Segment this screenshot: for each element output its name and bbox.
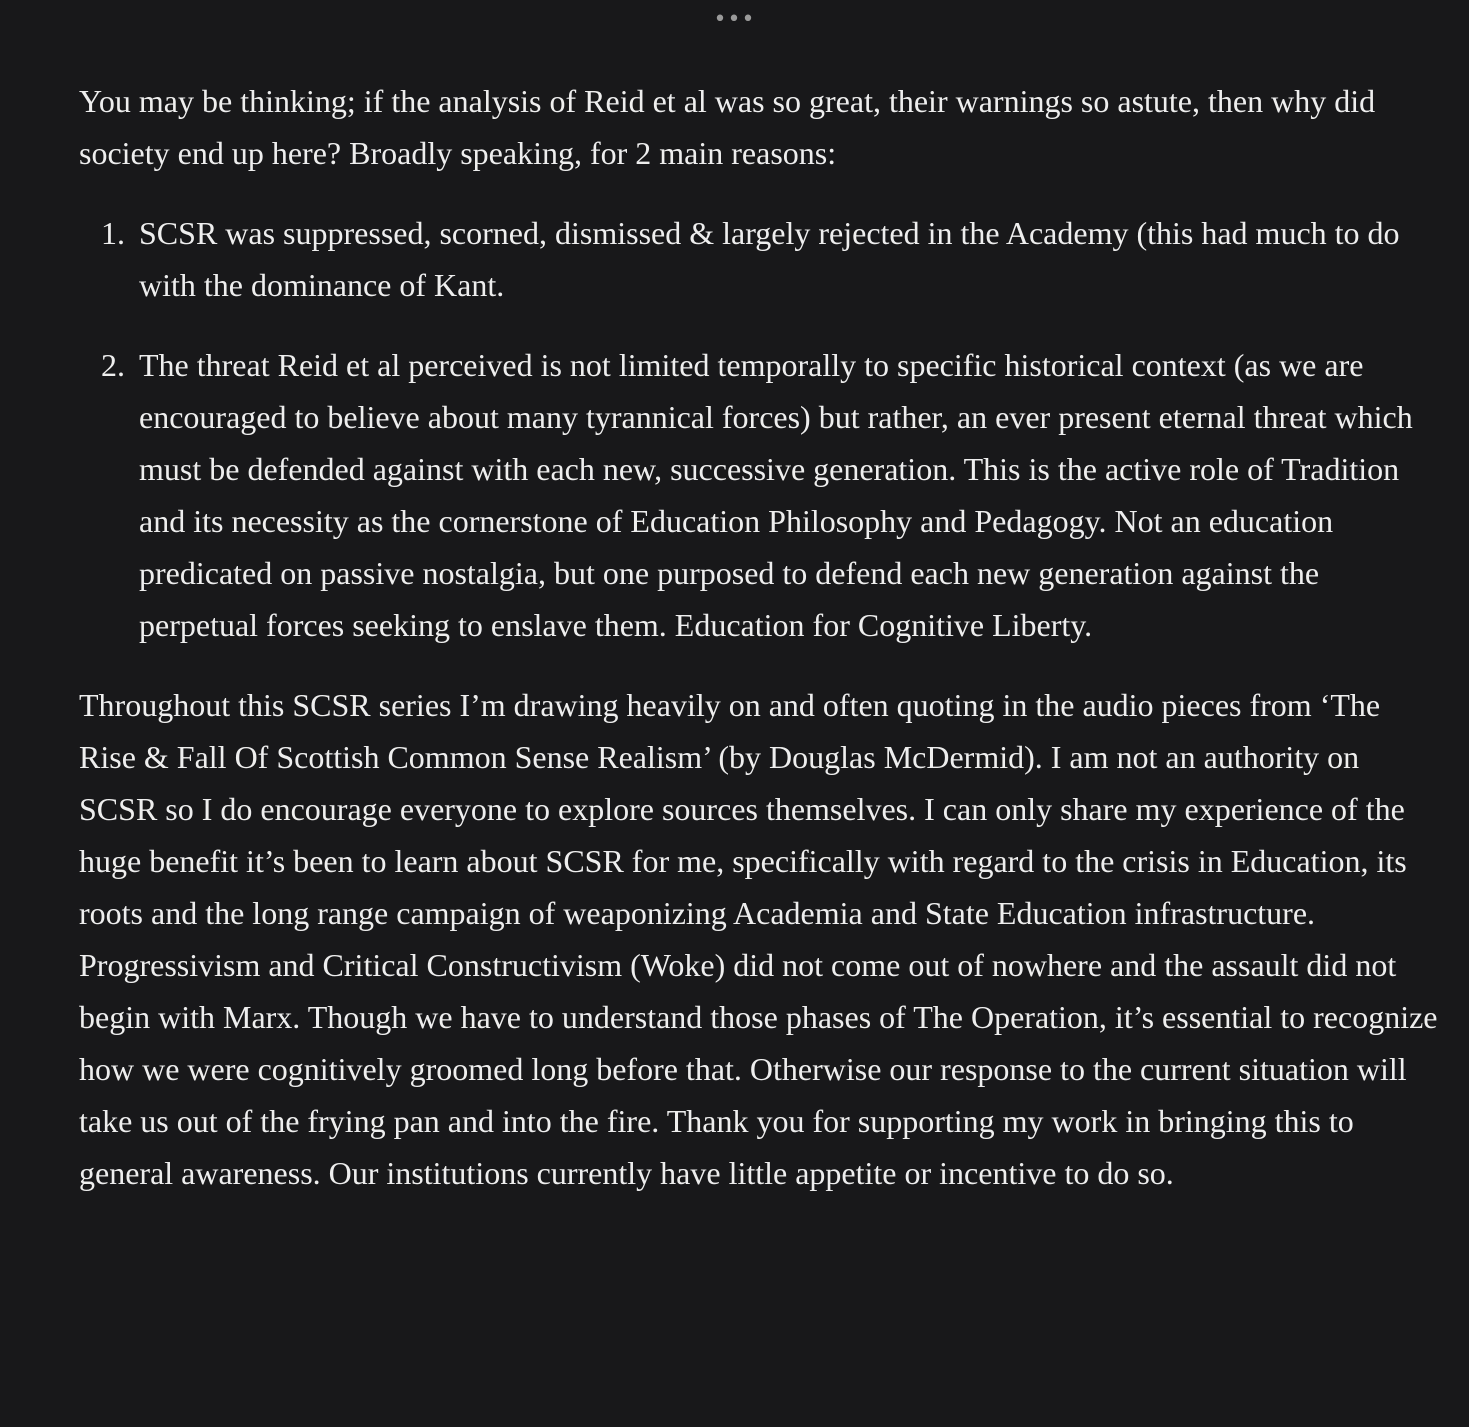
list-item [79,207,1439,311]
list-item-text: SCSR was suppressed, scorned, dismissed & largely rejected in the Academy (this had much to do with the dominance of Kant. [139,215,1400,303]
list-item-number: 1. [101,215,125,251]
list-item-number: 2. [101,347,125,383]
closing-paragraph: Throughout this SCSR series I’m drawing heavily on and often quoting in the audio pieces from ‘The Rise & Fall Of Scottish Common Sense Realism’ (by Douglas McDermid). I am not an authority on SCSR so I do encourage everyone to explore sources themselves. I can only share my experience of the huge benefit it’s been to learn about SCSR for me, specifically with regard to the crisis in Education, its roots and the long range campaign of weaponizing Academia and State Education infrastructure. Progressivism and Critical Constructivism (Woke) did not come out of nowhere and the assault did not begin with Marx. Though we have to understand those phases of The Operation, it’s essential to recognize how we were cognitively groomed long before that. Otherwise our response to the current situation will take us out of the frying pan and into the fire. Thank you for supporting my work in bringing this to general awareness. Our institutions currently have little appetite or incentive to do so. [79,687,1438,1191]
more-horizontal-icon[interactable]: ••• [713,7,756,32]
intro-paragraph: You may be thinking; if the analysis of Reid et al was so great, their warnings so astute, then why did society end up here? Broadly speaking, for 2 main reasons: [79,83,1376,171]
article-body [79,75,1439,1199]
reasons-list [79,207,1439,651]
list-item-text: The threat Reid et al perceived is not limited temporally to specific historical context (as we are encouraged to believe about many tyrannical forces) but rather, an ever present eternal threat which must be defended against with each new, successive generation. This is the active role of Tradition and its necessity as the cornerstone of Education Philosophy and Pedagogy. Not an education predicated on passive nostalgia, but one purposed to defend each new generation against the perpetual forces seeking to enslave them. Education for Cognitive Liberty. [139,347,1413,643]
list-item [79,339,1439,651]
